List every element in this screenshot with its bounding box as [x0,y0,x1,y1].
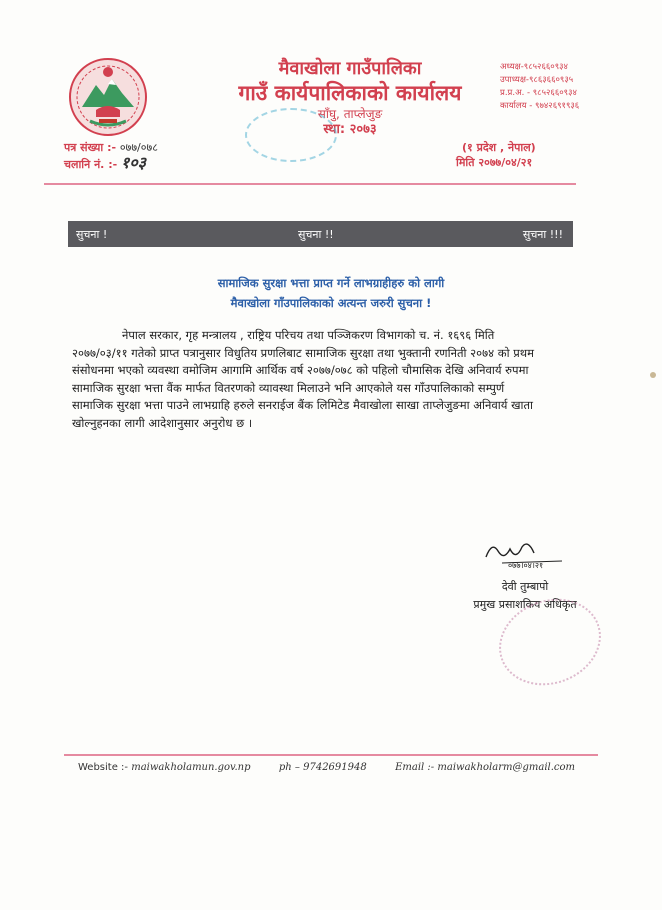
letter-meta [456,140,536,170]
signatory-designation: प्रमुख प्रसाशकिय अधिकृत [473,598,577,611]
municipality-name: मैवाखोला गाउँपालिका [278,58,422,79]
office-location: साँघु, ताप्लेजुङ [317,107,383,121]
body-line: नेपाल सरकार, गृह मन्त्रालय , राष्ट्रिय परिचय तथा पञ्जिकरण विभागको च. नं. १६९६ मिति [122,328,495,342]
office-title: गाउँ कार्यपालिकाको कार्यालय [238,81,462,105]
banner-right: सुचना !!! [522,228,563,241]
email-link[interactable]: maiwakholarm@gmail.com [437,762,576,773]
website-label: Website :- [78,762,129,773]
phone-label: ph – [278,762,300,773]
banner-center: सुचना !! [298,228,334,241]
scan-speck [650,372,656,378]
contact-vice-chair: उपाध्यक्ष-९८६३६६०९३५ [500,75,574,85]
contact-numbers [500,61,620,113]
contact-cao: प्र.प्र.अ. - ९८५२६६०९३४ [500,88,577,98]
letter-date: मिति २०७७/०४/२१ [456,156,533,169]
headline-line-1: सामाजिक सुरक्षा भत्ता प्राप्त गर्ने लाभग्राहीहरु को लागी [217,276,445,290]
signatory-name: देवी तुम्बापो [501,580,549,593]
header-divider [44,183,576,185]
office-stamp [245,108,337,162]
reference-numbers [64,140,158,172]
signature-scribble [482,537,568,569]
phone-number: 9742691948 [303,762,367,773]
notice-body [72,327,584,433]
body-line: २०७७/०३/११ गतेको प्राप्त पत्रानुसार विधुतिय प्रणलिबाट सामाजिक सुरक्षा तथा भुक्तानी रणनिती २०७४ को प्रथम [72,345,534,360]
headline-line-2: मैवाखोला गाँउपालिकाको अत्यन्त जरुरी सुचना ! [230,296,432,310]
footer-divider [64,754,598,756]
nepal-emblem-icon [66,55,150,139]
website-link[interactable]: maiwakholamun.gov.np [131,762,251,773]
notice-banner [68,221,573,247]
office-heading [200,58,500,138]
dispatch-no-label: चलानि नं. :- [64,158,118,171]
contact-office: कार्यालय - ९७४२६९१९३६ [500,101,580,111]
footer-contact [78,762,575,773]
signature-date: ०७७।०४।२१ [508,561,544,569]
dispatch-no-value: १०३ [121,153,146,172]
letter-no-label: पत्र संख्या :- [64,141,117,154]
letter-no-value: ०७७/०७८ [119,141,158,154]
body-line: सामाजिक सुरक्षा भत्ता पाउने लाभग्राहि हरुले सनराईज बैंक लिमिटेड मैवाखोला साखा ताप्लेजुङमा अनिवार्य खाता [72,398,534,413]
body-line: सामाजिक सुरक्षा भत्ता वैंक मार्फत वितरणको व्यावस्था मिलाउने भनि आएकोले यस गाँउपालिकाको सम्पुर्ण [72,380,505,395]
email-label: Email :- [395,762,435,773]
body-line: संसोधनमा भएको व्यवस्था वमोजिम आगामि आर्थिक वर्ष २०७७/०७८ को पहिलो चौमासिक देखि अनिवार्य रुपमा [72,363,529,378]
body-line: खोल्नुहनका लागी आदेशानुसार अनुरोध छ । [72,415,253,430]
established-year: स्था: २०७३ [323,122,377,137]
contact-chair: अध्यक्ष-९८५२६६०९३४ [500,62,568,72]
banner-left: सुचना ! [76,228,108,241]
province-label: (१ प्रदेश , नेपाल) [462,141,536,154]
